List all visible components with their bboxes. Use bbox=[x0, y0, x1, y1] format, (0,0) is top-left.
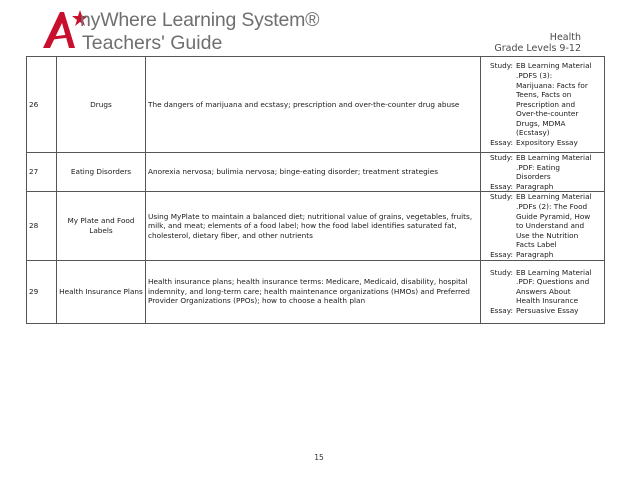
lesson-assignments bbox=[481, 192, 605, 260]
essay-label: Essay: bbox=[490, 249, 513, 259]
lesson-description: Health insurance plans; health insurance terms: Medicare, Medicaid, disability, hospital indemnity, and long-term care; health maintenance organizations (HMOs) and Preferred Provider Organizations (PPOs); how to choose a health plan bbox=[146, 260, 481, 323]
study-material: EB Learning Material bbox=[516, 267, 592, 277]
study-material: Prescription and bbox=[516, 99, 576, 109]
lesson-number: 29 bbox=[27, 260, 57, 323]
lesson-topic: My Plate and Food Labels bbox=[57, 192, 146, 260]
lesson-assignments bbox=[481, 57, 605, 153]
table-row bbox=[27, 57, 605, 153]
study-label: Study: bbox=[490, 153, 513, 162]
essay-line bbox=[483, 250, 602, 260]
study-material: Answers About bbox=[516, 286, 571, 296]
study-material: Disorders bbox=[516, 172, 551, 182]
logo-subtitle: Teachers' Guide bbox=[82, 32, 223, 54]
essay-line bbox=[483, 138, 602, 148]
study-material: Use the Nutrition bbox=[516, 230, 579, 240]
essay-label: Essay: bbox=[490, 138, 513, 148]
lesson-topic: Health Insurance Plans bbox=[57, 260, 146, 323]
logo-title: nyWhere Learning System® bbox=[80, 9, 320, 31]
lesson-topic: Eating Disorders bbox=[57, 153, 146, 192]
subject-heading: Health bbox=[549, 32, 581, 43]
essay-line bbox=[483, 306, 602, 316]
lesson-assignments bbox=[481, 260, 605, 323]
essay-type: Expository Essay bbox=[516, 138, 578, 148]
page-number: 15 bbox=[314, 453, 324, 462]
study-line bbox=[483, 153, 602, 163]
study-material: Teens, Facts on bbox=[516, 90, 572, 100]
study-material: Over-the-counter bbox=[516, 109, 579, 119]
lesson-number: 28 bbox=[27, 192, 57, 260]
lesson-number: 27 bbox=[27, 153, 57, 192]
lesson-description: Using MyPlate to maintain a balanced diet; nutritional value of grains, vegetables, fruits, milk, and meat; elements of a food label; how the food label identifies saturated fat, cholesterol, dietary fiber, and other nutrients bbox=[146, 192, 481, 260]
study-material: Health Insurance bbox=[516, 296, 579, 306]
essay-type: Persuasive Essay bbox=[516, 305, 579, 315]
table-row bbox=[27, 153, 605, 192]
study-label: Study: bbox=[490, 61, 513, 71]
lesson-description: Anorexia nervosa; bulimia nervosa; binge-eating disorder; treatment strategies bbox=[146, 153, 481, 192]
study-material: Facts Label bbox=[516, 240, 557, 250]
study-material: Guide Pyramid, How bbox=[516, 211, 591, 221]
essay-label: Essay: bbox=[490, 181, 513, 191]
lesson-topic: Drugs bbox=[57, 57, 146, 153]
table-row bbox=[27, 260, 605, 323]
study-line bbox=[483, 61, 602, 71]
study-material: .PDFs (2): The Food bbox=[516, 201, 588, 211]
essay-label: Essay: bbox=[490, 305, 513, 315]
study-line bbox=[483, 268, 602, 278]
lesson-table bbox=[26, 56, 605, 324]
study-label: Study: bbox=[490, 192, 513, 202]
study-label: Study: bbox=[490, 267, 513, 277]
lesson-assignments bbox=[481, 153, 605, 192]
essay-line bbox=[483, 182, 602, 192]
anywhere-learning-logo bbox=[40, 8, 340, 52]
study-material: Drugs, MDMA bbox=[516, 118, 566, 128]
lesson-number: 26 bbox=[27, 57, 57, 153]
study-material: EB Learning Material bbox=[516, 153, 592, 162]
study-line bbox=[483, 192, 602, 202]
lesson-description: The dangers of marijuana and ecstasy; prescription and over-the-counter drug abuse bbox=[146, 57, 481, 153]
study-material: Marijuana: Facts for bbox=[516, 80, 588, 90]
study-material: .PDF: Eating bbox=[516, 162, 560, 172]
study-material: .PDFS (3): bbox=[516, 70, 553, 80]
study-material: EB Learning Material bbox=[516, 61, 592, 71]
study-material: .PDF: Questions and bbox=[516, 277, 590, 287]
grade-level-heading: Grade Levels 9-12 bbox=[494, 43, 581, 54]
study-material: EB Learning Material bbox=[516, 192, 592, 202]
study-material: to Understand and bbox=[516, 221, 585, 231]
essay-type: Paragraph bbox=[516, 181, 554, 191]
essay-type: Paragraph bbox=[516, 249, 554, 259]
study-material: (Ecstasy) bbox=[516, 128, 550, 138]
table-row bbox=[27, 192, 605, 260]
